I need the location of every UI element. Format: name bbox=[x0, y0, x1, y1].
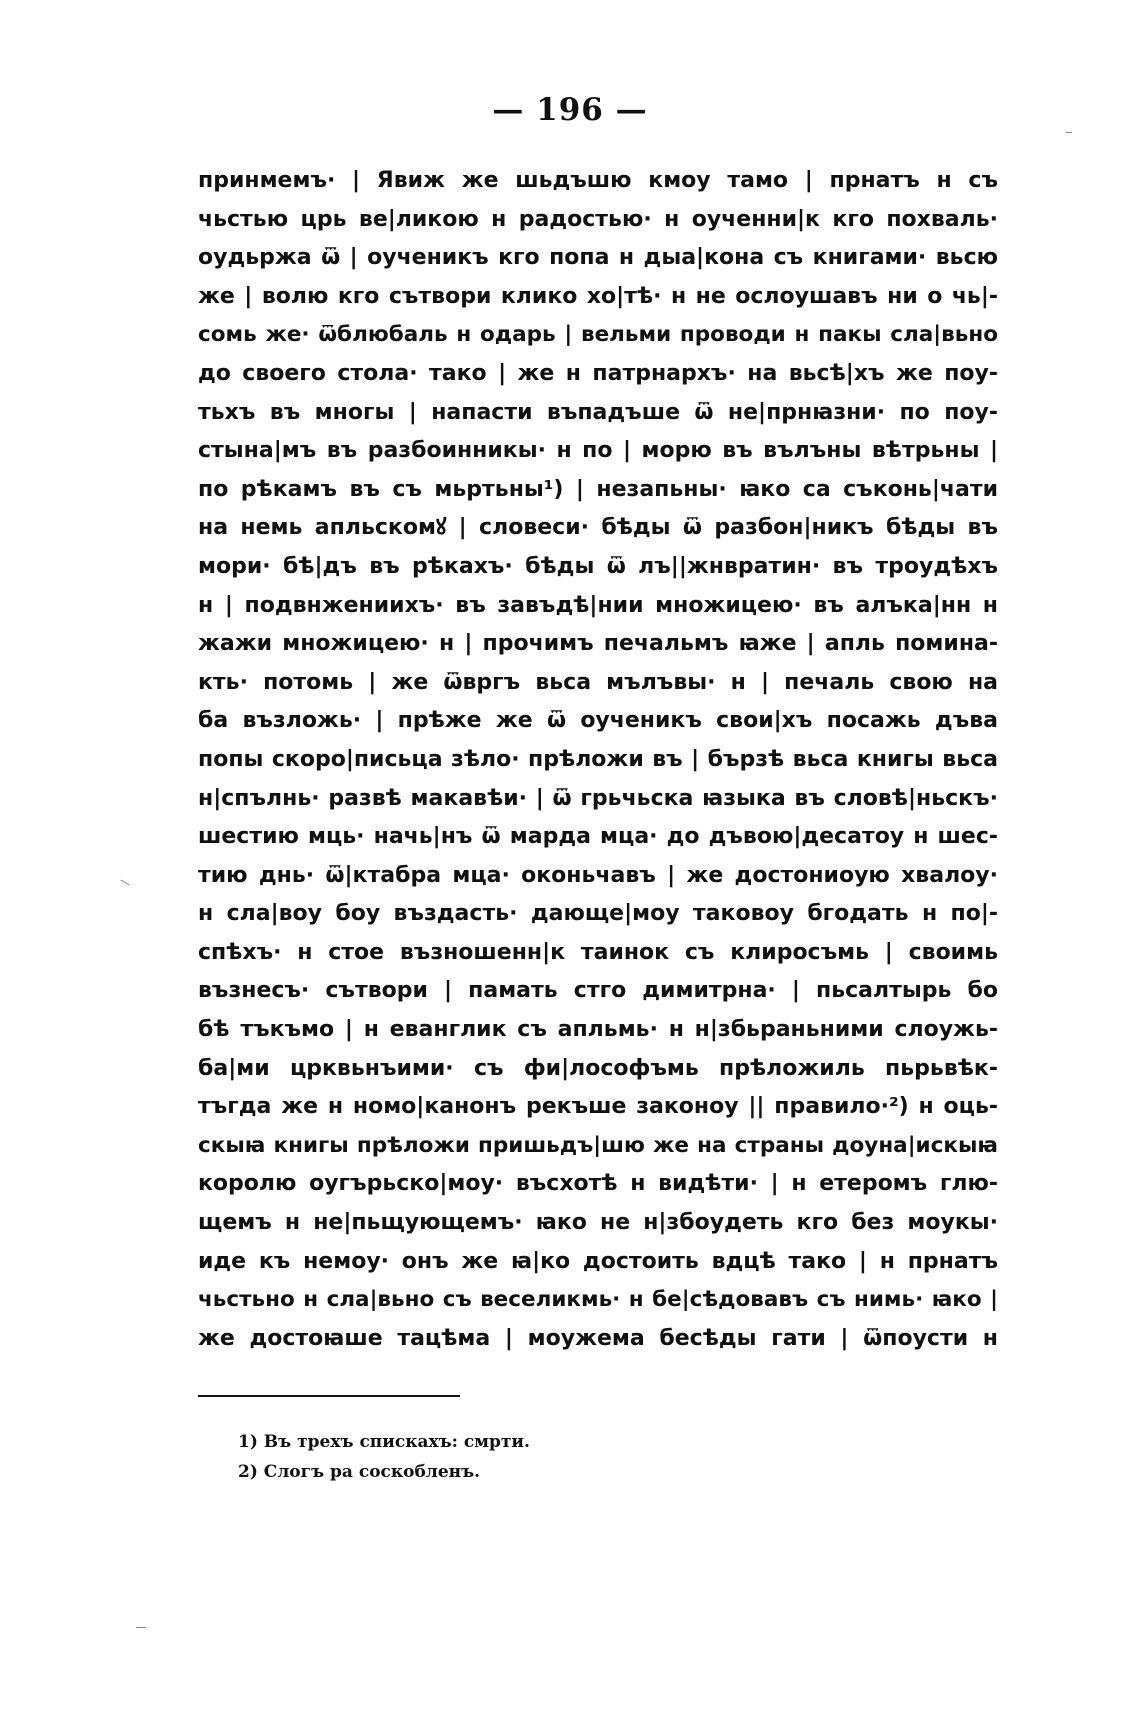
footnotes bbox=[238, 1427, 938, 1487]
scan-speck bbox=[136, 1627, 146, 1628]
page-number: — 196 — bbox=[492, 92, 648, 128]
footnote-1: 1) Въ трехъ спискахъ: смрти. bbox=[238, 1432, 530, 1452]
text-line: спѣхъ· н стое възношенн|к таинок съ клиросъмь | своимь bbox=[198, 939, 998, 965]
text-line: чьстьно н сла|вьно съ веселикмь· н бе|сѣдовавъ съ нимь· ꙗко | bbox=[198, 1287, 998, 1313]
text-line: попы скоро|письца зѣло· прѣложи въ | бързѣ вьса книгы вьса bbox=[198, 746, 998, 772]
text-line: чьстью црь ве|ликою н радостью· н оученни|к кго похваль· bbox=[198, 206, 998, 232]
text-line: же достоꙗше тацѣма | моужема бесѣды гати | ѿпоусти н bbox=[198, 1325, 998, 1351]
text-line: стына|мъ въ разбоинникы· н по | морю въ вълъны вѣтрьны | bbox=[198, 438, 998, 464]
text-line: скыꙗ книгы прѣложи пришьдъ|шю же на страны доуна|искыꙗ bbox=[198, 1132, 998, 1158]
text-line: н | подвнжениихъ· въ завъдѣ|нии множицею· въ алъка|нн н bbox=[198, 592, 998, 618]
text-line: королю оугърьско|моу· въсхотѣ н видѣти· | н етеромъ глю- bbox=[198, 1171, 998, 1197]
text-line: сомь же· ѿблюбаль н одарь | вельми проводи н пакы сла|вьно bbox=[198, 322, 998, 348]
text-line: н сла|воу боу въздасть· дающе|моу таковоу бгодать н по|- bbox=[198, 901, 998, 927]
scan-speck bbox=[120, 880, 129, 886]
text-line: шестию мць· начь|нъ ѿ марда мца· до дъвою|десатоу н шес- bbox=[198, 824, 998, 850]
footnote-2: 2) Слогъ ра соскобленъ. bbox=[238, 1462, 481, 1482]
text-line: щемъ н не|пьщующемъ· ꙗко не н|збоудеть кго без моукы· bbox=[198, 1210, 998, 1236]
text-line: н|спълнь· развѣ макавѣи· | ѿ грьчьска ꙗзыка въ словѣ|ньскъ· bbox=[198, 785, 998, 811]
text-line: же | волю кго сътвори кликo хо|тѣ· н не ослоушавъ ни о чь|- bbox=[198, 283, 998, 309]
text-line: жажи множицею· н | прочимъ печальмъ ꙗже | апль помина- bbox=[198, 631, 998, 657]
text-line: до своего стола· тако | же н патрнархъ· на вьсѣ|хъ же поу- bbox=[198, 360, 998, 386]
body-text bbox=[198, 162, 998, 1358]
scan-speck bbox=[1066, 132, 1072, 133]
text-line: тъгда же н номо|канонъ рекъше законоу || правило·²) н оць- bbox=[198, 1094, 998, 1120]
text-line: мори· бѣ|дъ въ рѣкахъ· бѣды ѿ лъ||жнвратин· въ троудѣхъ bbox=[198, 553, 998, 579]
text-line: кть· потомь | же ѿвргъ вьса мълъвы· н | печаль свою на bbox=[198, 669, 998, 695]
footnote-divider bbox=[198, 1395, 460, 1397]
text-line: тьхъ въ многы | напасти въпадъше ѿ не|прнꙗзни· по поу- bbox=[198, 399, 998, 425]
text-line: ба|ми црквьнъими· съ фи|лософъмь прѣложиль пьрьвѣк- bbox=[198, 1055, 998, 1081]
text-line: оудьржа ѿ | оученикъ кго попа н дыа|кона съ книгами· вьсю bbox=[198, 245, 998, 271]
text-line: по рѣкамъ въ съ мьртьны¹) | незапьны· ꙗко са съконь|чати bbox=[198, 476, 998, 502]
text-line: принмемъ· | Явиж же шьдъшю кмоу тамо | прнатъ н съ bbox=[198, 168, 998, 193]
text-line: тию днь· ѿ|ктабра мца· оконьчавъ | же достониоую хвалоу· bbox=[198, 862, 998, 888]
text-line: бѣ тъкъмо | н еванглик съ апльмь· н н|збьраньними слоужь- bbox=[198, 1017, 998, 1043]
text-line: ба възложь· | прѣже же ѿ оученикъ свои|хъ посажь дъва bbox=[198, 708, 998, 734]
text-line: иде къ немоу· онъ же ꙗ|ко достоить вдцѣ тако | н прнатъ bbox=[198, 1248, 998, 1274]
text-line: на немь апльскомꙋ | словеси· бѣды ѿ разбон|никъ бѣды въ bbox=[198, 515, 998, 541]
text-line: възнесъ· сътвори | памать стго димитрна· | пьсалтырь бо bbox=[198, 978, 998, 1004]
